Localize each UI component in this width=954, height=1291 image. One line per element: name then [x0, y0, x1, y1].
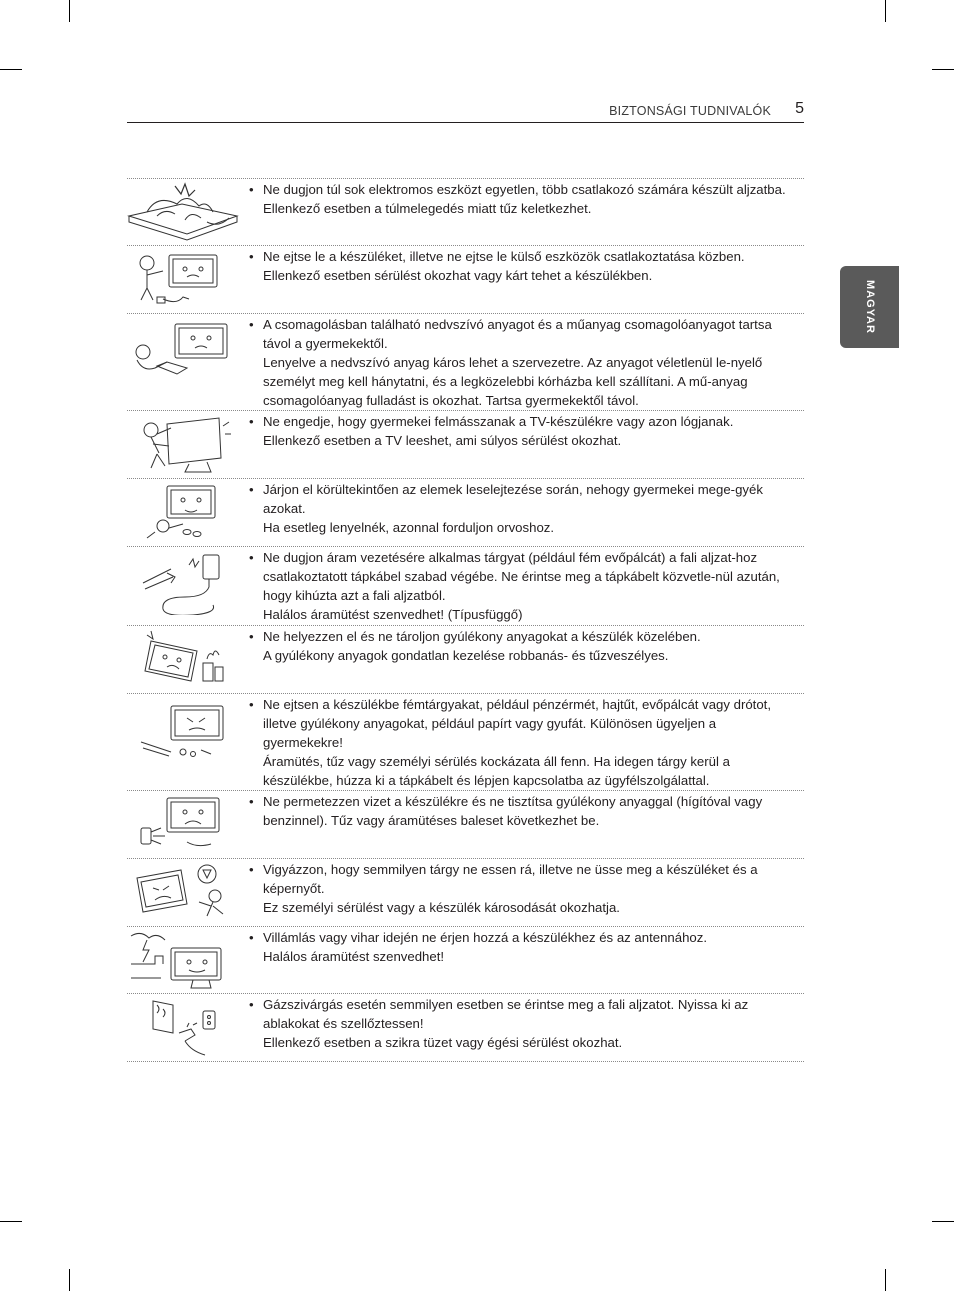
overloaded-outlet-icon: [127, 182, 239, 242]
section-title: BIZTONSÁGI TUDNIVALÓK: [609, 104, 771, 118]
safety-item: [127, 547, 804, 626]
bullet: •: [249, 794, 254, 809]
bullet: •: [249, 317, 254, 332]
crop-mark: [885, 1269, 886, 1291]
safety-text: [249, 315, 793, 410]
safety-text: [249, 792, 793, 830]
safety-item: [127, 994, 804, 1062]
bullet: •: [249, 930, 254, 945]
battery-disposal-icon: [127, 482, 239, 542]
crop-mark: [69, 1269, 70, 1291]
safety-line: Ne ejtsen a készülékbe fémtárgyakat, például pénzérmét, hajtűt, evőpálcát vagy drótot, illetve gyúlékony anyagokat, például papírt vagy gyufát. Különösen ügyeljen a gyermekekre!: [263, 697, 772, 750]
lightning-storm-icon: [127, 930, 239, 990]
crop-mark: [932, 69, 954, 70]
flammable-materials-icon: [127, 629, 239, 689]
safety-line: Ellenkező esetben a szikra tüzet vagy égési sérülést okozhat.: [263, 1035, 623, 1050]
crop-mark: [0, 69, 22, 70]
safety-item: [127, 479, 804, 547]
safety-line: Halálos áramütést szenvedhet! (Típusfüggő): [263, 607, 523, 622]
safety-text: [249, 995, 793, 1052]
metal-objects-icon: [127, 702, 239, 762]
safety-line: Ne engedje, hogy gyermekei felmásszanak a TV-készülékre vagy azon lógjanak.: [263, 414, 734, 429]
bullet: •: [249, 862, 254, 877]
ball-impact-icon: [127, 862, 239, 922]
safety-text: [249, 860, 793, 917]
page-number: 5: [795, 100, 804, 117]
safety-line: Ne helyezzen el és ne tároljon gyúlékony anyagokat a készülék közelében.: [263, 629, 701, 644]
bullet: •: [249, 550, 254, 565]
safety-text: [249, 695, 793, 790]
bullet: •: [249, 697, 254, 712]
safety-line: Járjon el körültekintően az elemek leselejtezése során, nehogy gyermekei mege-gyék azokat.: [263, 482, 763, 516]
child-climbing-tv-icon: [127, 414, 239, 474]
bullet: •: [249, 629, 254, 644]
safety-text: [249, 412, 793, 450]
safety-line: Gázszivárgás esetén semmilyen esetben se érintse meg a fali aljzatot. Nyissa ki az ablakokat és szellőztessen!: [263, 997, 749, 1031]
chopstick-outlet-icon: [127, 553, 239, 613]
safety-item: [127, 927, 804, 994]
page-header: [127, 100, 804, 123]
safety-line: Ellenkező esetben a TV leeshet, ami súlyos sérülést okozhat.: [263, 433, 622, 448]
safety-line: Villámlás vagy vihar idején ne érjen hozzá a készülékhez és az antennához.: [263, 930, 708, 945]
safety-item: [127, 314, 804, 411]
language-tab-label: MAGYAR: [863, 280, 876, 334]
bullet: •: [249, 997, 254, 1012]
safety-line: Ellenkező esetben a túlmelegedés miatt tűz keletkezhet.: [263, 201, 592, 216]
safety-text: [249, 928, 793, 966]
safety-line: Vigyázzon, hogy semmilyen tárgy ne essen rá, illetve ne üsse meg a készüléket és a képernyőt.: [263, 862, 758, 896]
crop-mark: [69, 0, 70, 22]
safety-text: [249, 548, 793, 624]
safety-line: Ha esetleg lenyelnék, azonnal forduljon orvoshoz.: [263, 520, 555, 535]
bullet: •: [249, 249, 254, 264]
unplug-cable-icon: [127, 249, 239, 309]
safety-line: Ne dugjon áram vezetésére alkalmas tárgyat (például fém evőpálcát) a fali aljzat-hoz csatlakoztatott tápkábel szabad végébe. Ne érintse meg a tápkábelt közvetle-nül azután, hogy kihúzta azt a fali aljzatból.: [263, 550, 780, 603]
language-tab: [840, 266, 899, 348]
safety-text: [249, 180, 793, 218]
safety-line: Ne dugjon túl sok elektromos eszközt egyetlen, több csatlakozó számára készült aljzatba.: [263, 182, 786, 197]
safety-line: Ez személyi sérülést vagy a készülék károsodását okozhatja.: [263, 900, 620, 915]
safety-item: [127, 411, 804, 479]
safety-line: Ne ejtse le a készüléket, illetve ne ejtse le külső eszközök csatlakoztatása közben.: [263, 249, 745, 264]
safety-line: A csomagolásban található nedvszívó anyagot és a műanyag csomagolóanyagot tartsa távol a gyermekektől.: [263, 317, 772, 351]
safety-item: [127, 626, 804, 694]
water-spray-icon: [127, 794, 239, 854]
safety-line: Halálos áramütést szenvedhet!: [263, 949, 445, 964]
safety-line: Ne permetezzen vizet a készülékre és ne tisztítsa gyúlékony anyaggal (hígítóval vagy benzinnel). Tűz vagy áramütéses baleset következhet be.: [263, 794, 763, 828]
safety-item: [127, 179, 804, 246]
safety-line: Lenyelve a nedvszívó anyag káros lehet a szervezetre. Az anyagot véletlenül le-nyelő személyt meg kell hánytatni, és a legközelebbi kórházba kell szállítani. A mű-anyag csomagolóanyag fulladást is okozhat. Tartsa gyermekektől távol.: [263, 355, 763, 408]
safety-list: [127, 178, 804, 1062]
safety-line: Áramütés, tűz vagy személyi sérülés kockázata áll fenn. Ha idegen tárgy kerül a készülékbe, húzza ki a tápkábelt és lépjen kapcsolatba az ügyfélszolgálattal.: [263, 754, 730, 788]
bullet: •: [249, 182, 254, 197]
bullet: •: [249, 414, 254, 429]
safety-item: [127, 791, 804, 859]
gas-leak-icon: [127, 997, 239, 1057]
safety-item: [127, 694, 804, 791]
crop-mark: [932, 1221, 954, 1222]
safety-line: A gyúlékony anyagok gondatlan kezelése robbanás- és tűzveszélyes.: [263, 648, 669, 663]
safety-item: [127, 859, 804, 927]
crop-mark: [0, 1221, 22, 1222]
crop-mark: [885, 0, 886, 22]
child-packaging-icon: [127, 320, 239, 380]
safety-text: [249, 627, 793, 665]
safety-text: [249, 480, 793, 537]
safety-text: [249, 247, 793, 285]
safety-line: Ellenkező esetben sérülést okozhat vagy kárt tehet a készülékben.: [263, 268, 653, 283]
safety-item: [127, 246, 804, 314]
bullet: •: [249, 482, 254, 497]
